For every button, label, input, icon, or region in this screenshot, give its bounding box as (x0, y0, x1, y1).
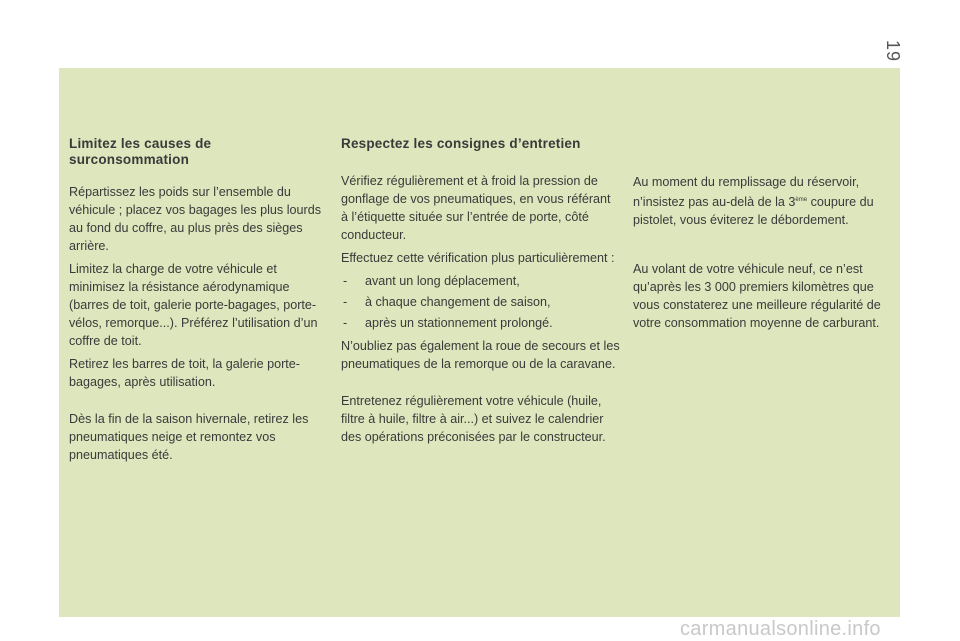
watermark: carmanualsonline.info (680, 618, 881, 640)
paragraph-remove-roof-bars: Retirez les barres de toit, la galerie porte-bagages, après utilisation. (69, 357, 300, 389)
column-maintenance (341, 136, 621, 446)
list-item: - à chaque changement de saison, (343, 295, 551, 309)
paragraph-limit-load: Limitez la charge de votre véhicule et minimisez la résistance aérodynamique (barres de toit, galerie porte-bagages, porte-vélos, remorque...). Préférez l’utilisation d’un coffre de toit. (69, 262, 318, 348)
section-title-overconsumption: Limitez les causes de surconsommation (69, 136, 212, 167)
page-number: 19 (883, 40, 903, 63)
column-fuel-tips (633, 173, 888, 332)
section-title-maintenance: Respectez les consignes d’entretien (341, 136, 581, 151)
bullet-dash: - (343, 316, 348, 330)
paragraph-tyre-pressure: Vérifiez régulièrement et à froid la pression de gonflage de vos pneumatiques, en vous référant à l’étiquette située sur l’entrée de porte, côté conducteur. (341, 174, 611, 242)
column-fuel-overconsumption (69, 136, 324, 464)
paragraph-new-vehicle: Au volant de votre véhicule neuf, ce n’est qu’après les 3 000 premiers kilomètres que vous constaterez une meilleure régularité de votre consommation moyenne de carburant. (633, 262, 881, 330)
paragraph-maintenance-schedule: Entretenez régulièrement votre véhicule (huile, filtre à huile, filtre à air...) et suivez le calendrier des opérations préconisées par le constructeur. (341, 394, 606, 444)
list-item: - avant un long déplacement, (343, 274, 520, 288)
bullet-dash: - (343, 274, 348, 288)
paragraph-winter-tyres: Dès la fin de la saison hivernale, retirez les pneumatiques neige et remontez vos pneumatiques été. (69, 412, 309, 462)
check-list (341, 272, 621, 332)
list-item: - après un stationnement prolongé. (343, 316, 553, 330)
bullet-dash: - (343, 295, 348, 309)
paragraph-check-particularly: Effectuez cette vérification plus particulièrement : (341, 251, 615, 265)
paragraph-weight-distribution: Répartissez les poids sur l’ensemble du véhicule ; placez vos bagages les plus lourds au fond du coffre, au plus près des sièges arrière. (69, 185, 322, 253)
paragraph-spare-wheel: N’oubliez pas également la roue de secours et les pneumatiques de la remorque ou de la caravane. (341, 339, 620, 371)
paragraph-tank-filling: Au moment du remplissage du réservoir, n’insistez pas au-delà de la 3ème coupure du pistolet, vous éviterez le débordement. (633, 175, 874, 227)
